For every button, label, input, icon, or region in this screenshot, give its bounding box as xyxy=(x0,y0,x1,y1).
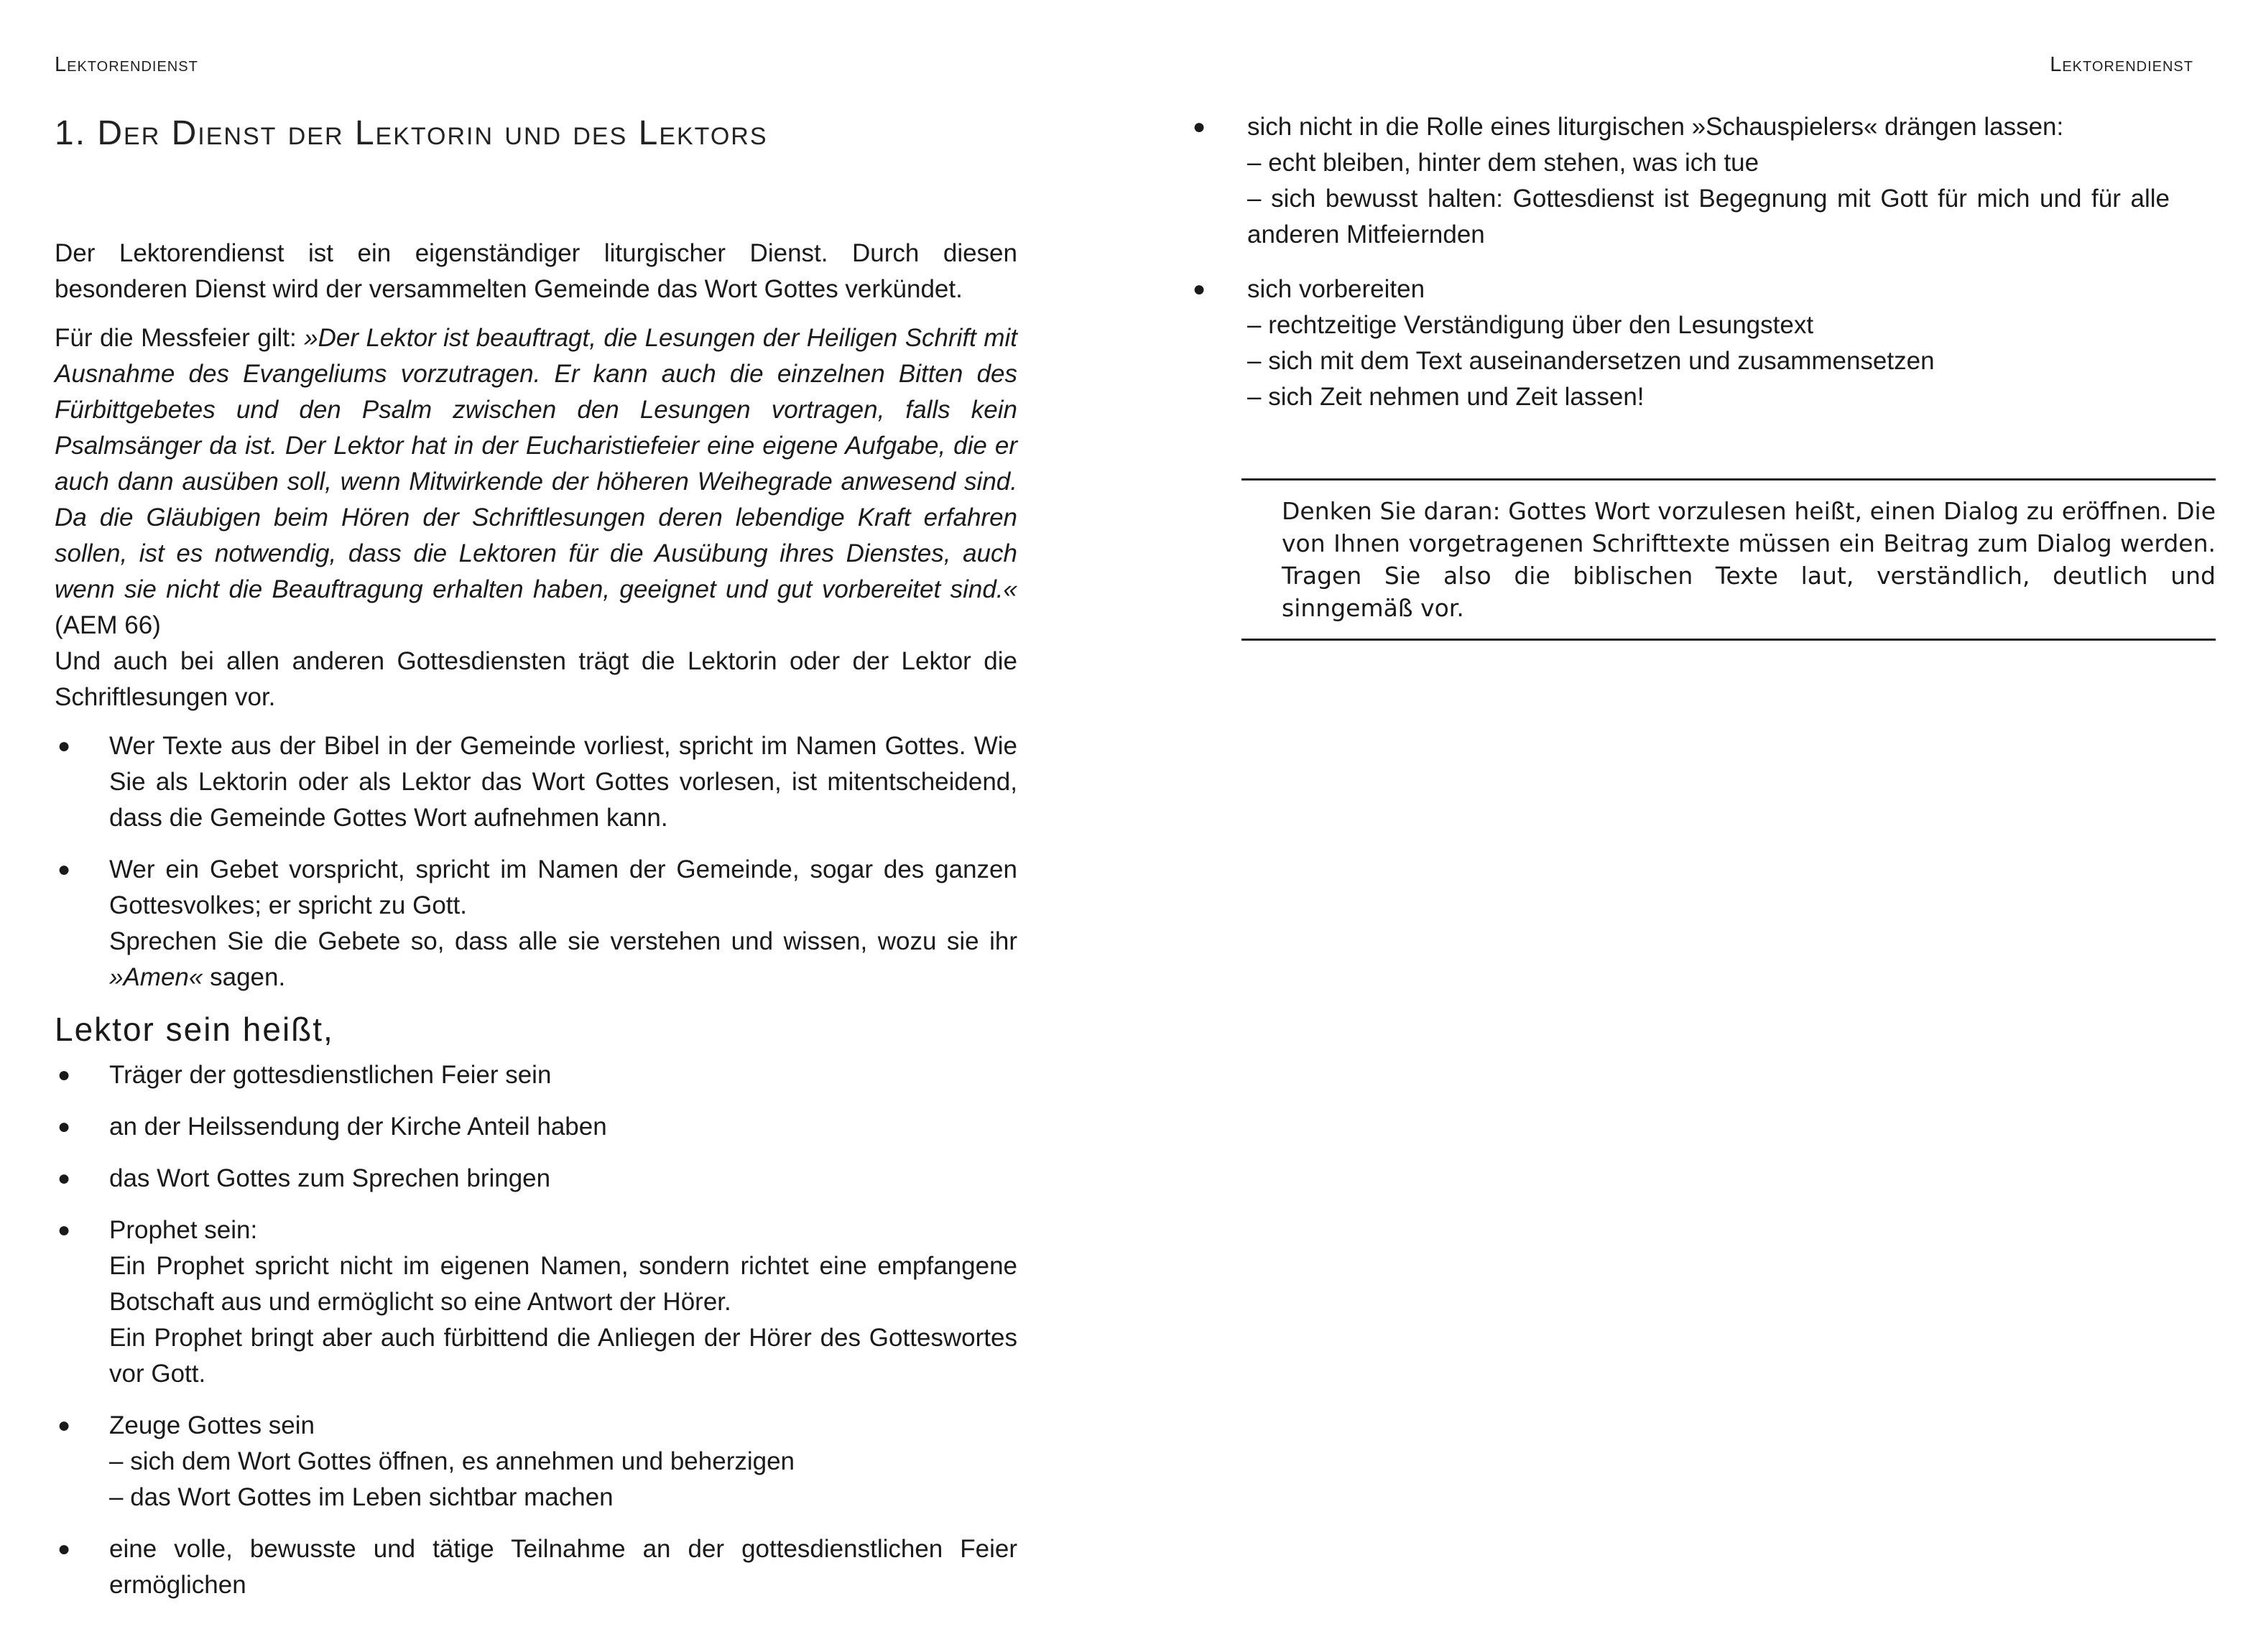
right-page xyxy=(1121,0,2248,1652)
mass-lead: Für die Messfeier gilt: xyxy=(55,324,305,352)
bullet-icon: ● xyxy=(57,1537,71,1561)
bullet-line: sich vorbereiten xyxy=(1247,275,1425,303)
note-text: Denken Sie daran: Gottes Wort vorzulesen heißt, einen Dialog zu eröffnen. Die von Ihnen vorgetragenen Schrifttexte müssen ein Beitrag zum Dialog werden. Tragen Sie also die biblischen Texte laut, verständlich, deutlich und sinngemäß vor. xyxy=(1282,497,2216,622)
list-item xyxy=(55,1161,1017,1197)
chapter-title: 1. Der Dienst der Lektorin und des Lektors xyxy=(55,114,768,152)
list-item xyxy=(55,1057,1017,1093)
bullet-icon: ● xyxy=(57,1063,71,1087)
note-box xyxy=(1241,478,2216,641)
list-item xyxy=(55,1531,1017,1603)
right-body xyxy=(1193,109,2170,434)
section-subheading: Lektor sein heißt, xyxy=(55,1011,334,1048)
bullet-text: Wer ein Gebet vorspricht, spricht im Namen der Gemeinde, sogar des ganzen Gottesvolkes; er spricht zu Gott. xyxy=(109,855,1017,919)
intro-bullet-list xyxy=(55,728,1017,996)
bullet-line: Ein Prophet bringt aber auch fürbittend die Anliegen der Hörer des Gotteswortes vor Gott. xyxy=(109,1324,1017,1388)
running-head-left: Lektorendienst xyxy=(55,53,198,76)
bullet-line: Ein Prophet spricht nicht im eigenen Namen, sondern richtet eine empfangene Botschaft aus und ermöglicht so eine Antwort der Hörer. xyxy=(109,1252,1017,1316)
mass-quote: »Der Lektor ist beauftragt, die Lesungen der Heiligen Schrift mit Ausnahme des Evangeliums vorzutragen. Er kann auch die einzelnen Bitten des Fürbittgebetes und den Psalm zwischen den Lesungen vortragen, falls kein Psalmsänger da ist. Der Lektor hat in der Eucharistiefeier eine eigene Aufgabe, die er auch dann ausüben soll, wenn Mitwirkende der höheren Weihegrade anwesend sind. Da die Gläubigen beim Hören der Schriftlesungen deren lebendige Kraft erfahren sollen, ist es notwendig, dass die Lektoren für die Ausübung ihres Dienstes, auch wenn sie nicht die Beauftragung erhalten haben, geeignet und gut vorbereitet sind.« xyxy=(55,324,1017,603)
list-item xyxy=(55,1212,1017,1392)
right-bullet-list xyxy=(1193,109,2170,415)
mass-paragraph xyxy=(55,320,1017,715)
bullet-icon: ● xyxy=(57,1218,71,1242)
list-item xyxy=(1193,272,2170,415)
bullet-icon: ● xyxy=(1193,115,1206,139)
list-item xyxy=(55,852,1017,996)
bullet-line: Prophet sein: xyxy=(109,1216,258,1244)
mass-tail: Und auch bei allen anderen Gottesdiensten trägt die Lektorin oder der Lektor die Schriftlesungen vor. xyxy=(55,647,1017,711)
role-bullet-list xyxy=(55,1057,1017,1603)
bullet-line: – sich dem Wort Gottes öffnen, es annehmen und beherzigen xyxy=(109,1447,795,1475)
list-item xyxy=(55,728,1017,836)
intro-paragraph: Der Lektorendienst ist ein eigenständiger liturgischer Dienst. Durch diesen besonderen Dienst wird der versammelten Gemeinde das Wort Gottes verkündet. xyxy=(55,239,1017,303)
bullet-line: das Wort Gottes zum Sprechen bringen xyxy=(109,1164,551,1192)
bullet-line: Träger der gottesdienstlichen Feier sein xyxy=(109,1061,552,1089)
bullet-text: Wer Texte aus der Bibel in der Gemeinde vorliest, spricht im Namen Gottes. Wie Sie als Lektorin oder als Lektor das Wort Gottes vorlesen, ist mitentscheidend, dass die Gemeinde Gottes Wort aufnehmen kann. xyxy=(109,732,1017,832)
list-item xyxy=(55,1109,1017,1145)
bullet-icon: ● xyxy=(57,858,71,881)
left-body xyxy=(55,236,1017,1619)
bullet-line: – sich Zeit nehmen und Zeit lassen! xyxy=(1247,383,1645,411)
bullet-text-part: sagen. xyxy=(203,963,286,991)
bullet-text-continued xyxy=(109,924,1017,996)
bullet-line: – das Wort Gottes im Leben sichtbar machen xyxy=(109,1483,614,1511)
bullet-line: – echt bleiben, hinter dem stehen, was ich tue xyxy=(1247,149,1759,177)
bullet-icon: ● xyxy=(1193,277,1206,301)
bullet-line: – sich bewusst halten: Gottesdienst ist Begegnung mit Gott für mich und für alle anderen Mitfeiernden xyxy=(1247,185,2170,249)
running-head-right: Lektorendienst xyxy=(2050,53,2193,76)
bullet-line: – sich mit dem Text auseinandersetzen und zusammensetzen xyxy=(1247,347,1935,375)
bullet-icon: ● xyxy=(57,734,71,758)
bullet-line: Zeuge Gottes sein xyxy=(109,1411,315,1439)
bullet-text-part: Sprechen Sie die Gebete so, dass alle sie verstehen und wissen, wozu sie ihr xyxy=(109,927,1017,955)
left-page xyxy=(0,0,1106,1652)
bullet-line: an der Heilssendung der Kirche Anteil haben xyxy=(109,1113,607,1141)
amen-emphasis: »Amen« xyxy=(109,963,203,991)
list-item xyxy=(1193,109,2170,253)
bullet-line: eine volle, bewusste und tätige Teilnahme an der gottesdienstlichen Feier ermöglichen xyxy=(109,1535,1017,1599)
bullet-line: sich nicht in die Rolle eines liturgischen »Schauspielers« drängen lassen: xyxy=(1247,113,2064,141)
bullet-icon: ● xyxy=(57,1166,71,1190)
bullet-icon: ● xyxy=(57,1414,71,1437)
list-item xyxy=(55,1408,1017,1516)
mass-source: (AEM 66) xyxy=(55,611,161,639)
bullet-line: – rechtzeitige Verständigung über den Lesungstext xyxy=(1247,311,1814,339)
bullet-icon: ● xyxy=(57,1115,71,1138)
